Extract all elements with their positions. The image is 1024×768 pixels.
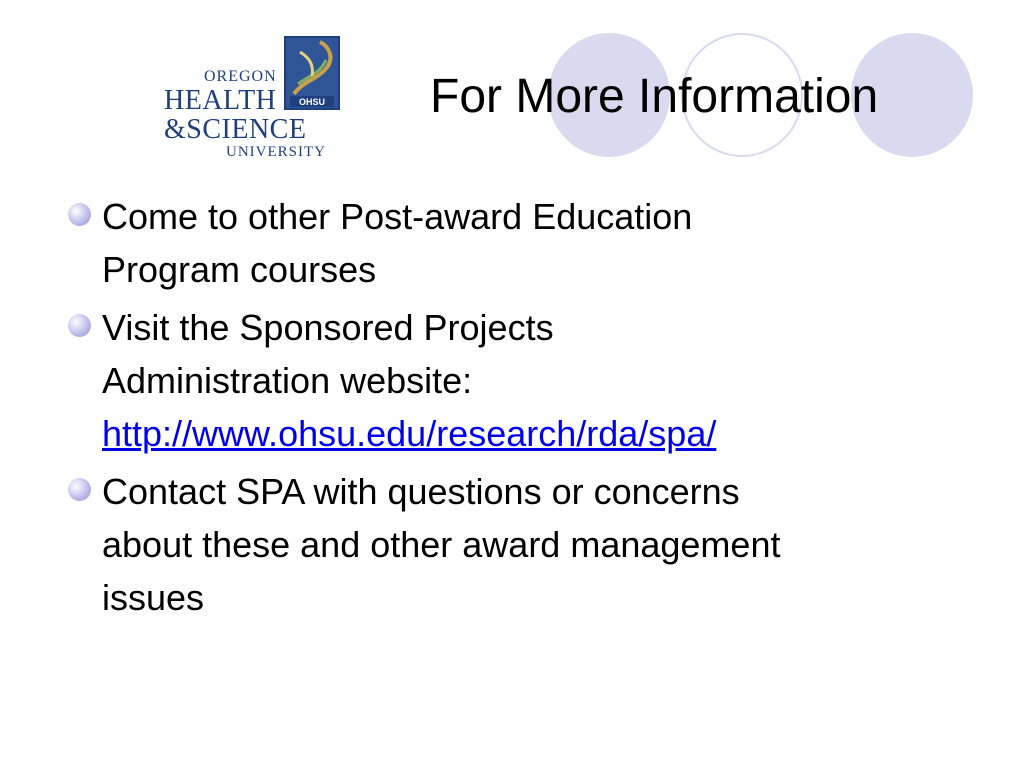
bullet-text-line: Come to other Post-award Education	[102, 196, 693, 237]
slide-title: For More Information	[430, 70, 879, 123]
svg-text:OHSU: OHSU	[298, 97, 326, 107]
bullet-text-line: Contact SPA with questions or concerns	[102, 471, 740, 512]
bullet-icon	[68, 478, 91, 501]
bullet-icon	[68, 314, 91, 337]
logo-science-text: &SCIENCE	[164, 114, 307, 145]
ohsu-logo	[164, 36, 344, 160]
bullet-text-line: issues	[102, 577, 205, 618]
bullet-list	[68, 190, 968, 629]
bullet-item	[68, 190, 968, 296]
logo-university-text: UNIVERSITY	[226, 144, 326, 160]
bullet-item	[68, 465, 968, 624]
logo-oregon-text: OREGON	[204, 68, 277, 85]
bullet-icon	[68, 203, 91, 226]
bullet-text-line: Visit the Sponsored Projects	[102, 307, 554, 348]
bullet-item	[68, 301, 968, 460]
ohsu-emblem-icon	[284, 36, 340, 110]
bullet-text-line: about these and other award management	[102, 524, 781, 565]
bullet-text-line: Program courses	[102, 249, 377, 290]
spa-website-link[interactable]: http://www.ohsu.edu/research/rda/spa/	[102, 413, 717, 454]
logo-health-text: HEALTH	[164, 85, 277, 116]
bullet-text-line: Administration website:	[102, 360, 473, 401]
